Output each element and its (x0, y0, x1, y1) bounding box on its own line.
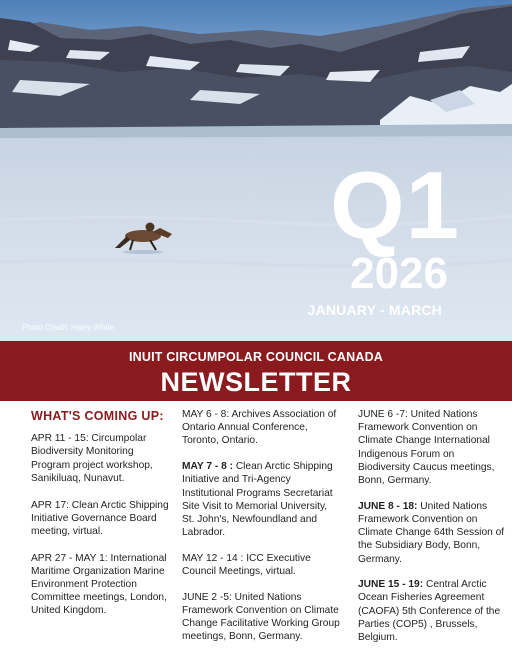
event-date: JUNE 2 -5: (182, 591, 232, 603)
event-item (31, 552, 171, 618)
quarter-label: Q1 (329, 152, 460, 259)
event-item (358, 578, 508, 644)
event-item (358, 500, 508, 566)
event-item (182, 552, 342, 578)
event-description: United Nations Framework Convention on Climate Change International Indigenous Forum on Biodiversity Caucus meetings, Bonn, Germany. (358, 409, 495, 487)
event-date: MAY 6 - 8: (182, 409, 230, 420)
event-date: MAY 12 - 14 : (182, 552, 244, 564)
event-item (31, 499, 171, 539)
events-column-3 (358, 408, 508, 657)
events-column-2 (182, 408, 342, 656)
event-date: APR 17: (31, 499, 69, 511)
event-date: JUNE 15 - 19: (358, 579, 424, 591)
title-banner (0, 341, 512, 401)
event-item (358, 408, 508, 487)
month-range-label: JANUARY - MARCH (307, 302, 442, 318)
event-date: APR 27 - MAY 1: (31, 552, 108, 564)
event-date: APR 11 - 15: (31, 433, 89, 445)
photo-credit: Photo Credit: Haley White (22, 323, 115, 332)
event-description: Clean Arctic Shipping Initiative and Tri-Agency Institutional Programs Secretariat Site Visit to Memorial University, St. John's, Newfoundland and Labrador. (182, 461, 333, 539)
event-description: United Nations Framework Convention on Climate Change 64th Session of the Subsidiary Body, Bonn, Germany. (358, 500, 505, 565)
event-item (182, 460, 342, 539)
year-label: 2026 (350, 249, 448, 298)
coming-up-heading: WHAT'S COMING UP: (31, 409, 164, 423)
newsletter-title: NEWSLETTER (160, 367, 352, 397)
event-date: MAY 7 - 8 : (182, 461, 233, 473)
events-column-1 (31, 408, 171, 631)
event-description: ICC Executive Council Meetings, virtual. (182, 552, 311, 578)
event-item (182, 408, 342, 448)
event-description: Circumpolar Biodiversity Monitoring Program project workshop, Sanikiluaq, Nunavut. (31, 433, 153, 484)
event-item (182, 591, 342, 644)
event-description: Central Arctic Ocean Fisheries Agreement (CAOFA) 5th Conference of the Parties (COP5) , Brussels, Belgium. (358, 579, 501, 644)
event-description: United Nations Framework Convention on Climate Change Facilitative Working Group meetings, Bonn, Germany. (182, 591, 340, 643)
event-description: International Maritime Organization Marine Environment Protection Committee meetings, London, United Kingdom. (31, 552, 167, 617)
event-description: Clean Arctic Shipping Initiative Governance Board meeting, virtual. (31, 499, 169, 537)
event-description: Archives Association of Ontario Annual Conference, Toronto, Ontario. (182, 409, 337, 447)
event-item (31, 432, 171, 485)
event-date: JUNE 6 -7: (358, 409, 408, 420)
organization-name: INUIT CIRCUMPOLAR COUNCIL CANADA (128, 350, 384, 364)
event-date: JUNE 8 - 18: (358, 500, 418, 512)
